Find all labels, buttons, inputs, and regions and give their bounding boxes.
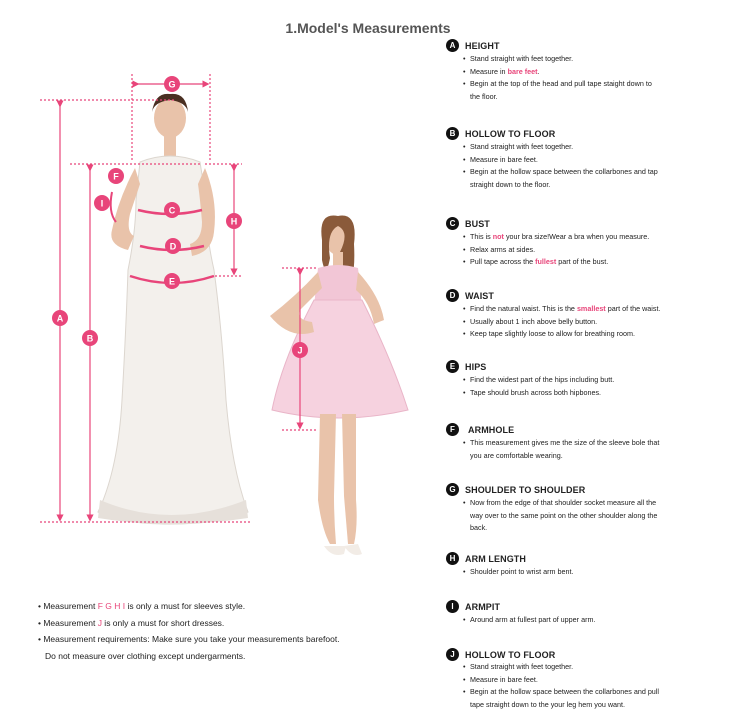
svg-text:C: C bbox=[168, 205, 176, 216]
note-line: • Measurement J is only a must for short dresses. bbox=[38, 617, 225, 628]
section-title: HIPS bbox=[465, 362, 487, 372]
label-h-marker bbox=[226, 213, 242, 229]
short-dress-model-figure bbox=[270, 216, 408, 556]
section-armhole bbox=[446, 423, 736, 460]
bullet: • Keep tape slightly loose to allow for breathing room. bbox=[463, 328, 733, 341]
label-i-marker bbox=[94, 195, 110, 211]
section-title: ARMHOLE bbox=[468, 425, 515, 435]
bullet: • Begin at the hollow space between the collarbones and tap bbox=[463, 166, 733, 179]
section-hollow-to-floor-short bbox=[446, 648, 736, 709]
section-armpit bbox=[446, 600, 736, 624]
measurement-notes bbox=[38, 598, 438, 664]
svg-text:H: H bbox=[230, 216, 238, 227]
section-bust bbox=[446, 217, 736, 266]
badge-d: D bbox=[446, 289, 459, 302]
label-g-marker bbox=[164, 76, 180, 92]
badge-f: F bbox=[446, 423, 459, 436]
bullet: • Relax arms at sides. bbox=[463, 244, 733, 257]
note-line: • Measurement F G H I is only a must for sleeves style. bbox=[38, 601, 246, 611]
bullet-continuation: back. bbox=[470, 523, 488, 532]
bullet: • Measure in bare feet. bbox=[463, 674, 733, 687]
label-a-marker bbox=[52, 310, 68, 326]
bullet: • Stand straight with feet together. bbox=[463, 661, 733, 674]
badge-i: I bbox=[446, 600, 459, 613]
measurement-figures bbox=[0, 0, 440, 580]
svg-text:A: A bbox=[56, 313, 64, 324]
section-bullets bbox=[463, 614, 733, 627]
section-bullets bbox=[463, 303, 733, 341]
bullet: • Now from the edge of that shoulder socket measure all the bbox=[463, 497, 733, 510]
badge-g: G bbox=[446, 483, 459, 496]
bullet: • This measurement gives me the size of the sleeve bole that bbox=[463, 437, 733, 450]
section-title: HEIGHT bbox=[465, 41, 500, 51]
label-b-marker bbox=[82, 330, 98, 346]
badge-c: C bbox=[446, 217, 459, 230]
note-line: • Measurement requirements: Make sure you take your measurements barefoot. bbox=[38, 634, 340, 644]
section-bullets bbox=[463, 437, 733, 462]
section-bullets bbox=[463, 141, 733, 191]
section-title: SHOULDER TO SHOULDER bbox=[465, 485, 586, 495]
bullet-continuation: straight down to the floor. bbox=[470, 179, 551, 189]
bullet: • Shoulder point to wrist arm bent. bbox=[463, 566, 733, 579]
badge-j: J bbox=[446, 648, 459, 661]
gown-model-figure bbox=[98, 94, 248, 524]
bullet: • Find the widest part of the hips including butt. bbox=[463, 374, 733, 387]
label-j-marker bbox=[292, 342, 308, 358]
section-title: ARM LENGTH bbox=[465, 554, 526, 564]
svg-text:I: I bbox=[100, 198, 104, 209]
section-bullets bbox=[463, 374, 733, 399]
badge-b: B bbox=[446, 127, 459, 140]
section-bullets bbox=[463, 53, 733, 103]
section-arm-length bbox=[446, 552, 736, 576]
section-waist bbox=[446, 289, 736, 338]
bullet: • Tape should brush across both hipbones. bbox=[463, 387, 733, 400]
svg-text:B: B bbox=[86, 333, 94, 344]
bullet: • Usually about 1 inch above belly button. bbox=[463, 316, 733, 329]
bullet: • Pull tape across the fullest part of the bust. bbox=[463, 256, 733, 269]
section-hollow-to-floor bbox=[446, 127, 736, 189]
badge-e: E bbox=[446, 360, 459, 373]
bullet: • Around arm at fullest part of upper arm. bbox=[463, 614, 733, 627]
svg-text:E: E bbox=[168, 276, 176, 287]
bullet: • Stand straight with feet together. bbox=[463, 53, 733, 66]
page-title: 1.Model's Measurements bbox=[285, 20, 451, 36]
bullet: • Measure in bare feet. bbox=[463, 154, 733, 167]
bullet: • Find the natural waist. This is the smallest part of the waist. bbox=[463, 303, 733, 316]
section-bullets bbox=[463, 497, 733, 535]
section-title: BUST bbox=[465, 219, 490, 229]
bullet-continuation: the floor. bbox=[470, 91, 498, 101]
badge-a: A bbox=[446, 39, 459, 52]
section-title: HOLLOW TO FLOOR bbox=[465, 129, 556, 139]
label-d-marker bbox=[165, 238, 181, 254]
section-height bbox=[446, 39, 736, 101]
svg-text:G: G bbox=[168, 79, 176, 90]
bullet: • Measure in bare feet. bbox=[463, 66, 733, 79]
section-bullets bbox=[463, 661, 733, 711]
bullet-continuation: tape straight down to the your leg hem you want. bbox=[470, 699, 626, 709]
section-title: HOLLOW TO FLOOR bbox=[465, 650, 556, 660]
bullet: • Begin at the top of the head and pull tape staight down to bbox=[463, 78, 733, 91]
section-title: WAIST bbox=[465, 291, 494, 301]
section-bullets bbox=[463, 566, 733, 579]
bullet: • This is not your bra size!Wear a bra when you measure. bbox=[463, 231, 733, 244]
note-line: Do not measure over clothing except undergarments. bbox=[45, 650, 246, 661]
badge-h: H bbox=[446, 552, 459, 565]
svg-text:J: J bbox=[297, 345, 303, 356]
label-c-marker bbox=[164, 202, 180, 218]
section-bullets bbox=[463, 231, 733, 269]
bullet-continuation: you are comfortable wearing. bbox=[470, 450, 563, 460]
bullet: • Stand straight with feet together. bbox=[463, 141, 733, 154]
section-hips bbox=[446, 360, 736, 397]
section-shoulder-to-shoulder bbox=[446, 483, 736, 532]
svg-text:F: F bbox=[113, 171, 119, 182]
label-f-marker bbox=[108, 168, 124, 184]
bullet-continuation: way over to the same point on the other shoulder along the bbox=[470, 510, 658, 520]
label-e-marker bbox=[164, 273, 180, 289]
section-title: ARMPIT bbox=[465, 602, 501, 612]
bullet: • Begin at the hollow space between the collarbones and pull bbox=[463, 686, 733, 699]
svg-text:D: D bbox=[169, 241, 177, 252]
